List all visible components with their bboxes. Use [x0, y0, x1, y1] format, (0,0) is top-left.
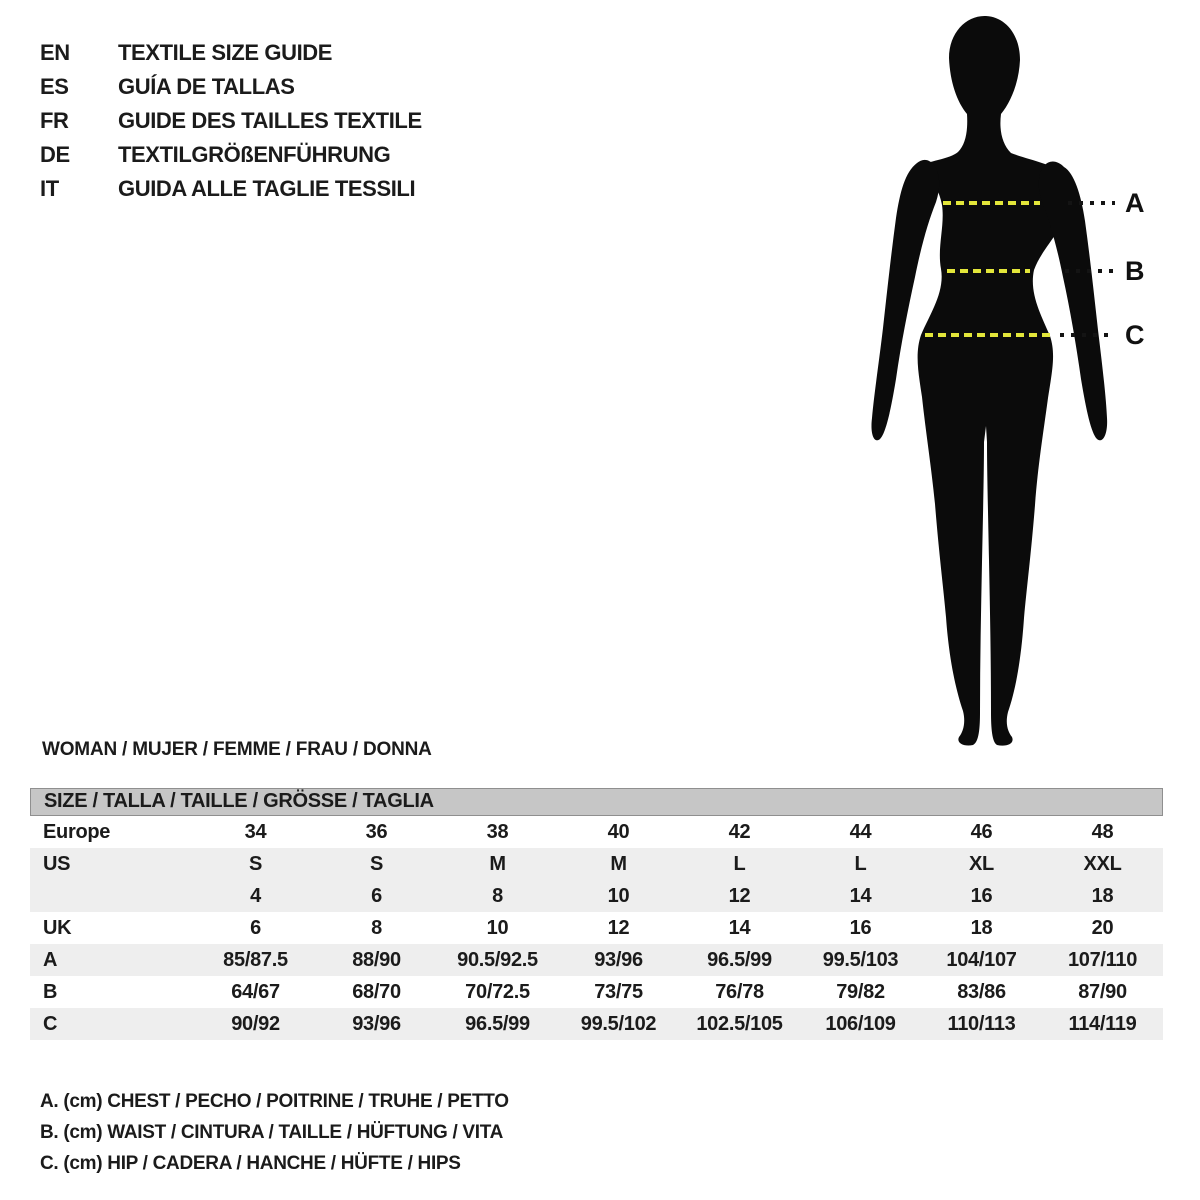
language-code: IT	[40, 176, 59, 201]
table-row-europe	[30, 816, 1163, 848]
table-row-hip-c	[30, 1008, 1163, 1040]
table-cell: 76/78	[715, 981, 764, 1003]
table-cell: 8	[492, 885, 503, 907]
language-title: TEXTILE SIZE GUIDE	[118, 40, 333, 65]
table-cell: 14	[728, 917, 751, 939]
row-label: US	[43, 853, 71, 875]
language-row-de	[40, 138, 422, 172]
table-cell: 90.5/92.5	[457, 949, 538, 971]
table-cell: 38	[486, 821, 509, 843]
language-code: DE	[40, 142, 70, 167]
table-cell: 64/67	[231, 981, 280, 1003]
language-row-fr	[40, 104, 422, 138]
table-cell: 20	[1091, 917, 1114, 939]
table-cell: 99.5/102	[580, 1013, 657, 1035]
silhouette-body	[916, 16, 1071, 746]
table-cell: 34	[244, 821, 267, 843]
table-row-chest-a	[30, 944, 1163, 976]
table-cell: 6	[250, 917, 261, 939]
measure-label-a: A	[1125, 188, 1145, 218]
table-cell: 93/96	[594, 949, 643, 971]
table-cell: 110/113	[947, 1013, 1016, 1035]
table-row-us-numeric	[30, 880, 1163, 912]
language-row-es	[40, 70, 422, 104]
table-cell: L	[733, 853, 746, 875]
table-cell: 42	[728, 821, 751, 843]
measurement-legend	[40, 1086, 509, 1179]
table-cell: 104/107	[946, 949, 1017, 971]
measure-label-c: C	[1125, 320, 1145, 350]
table-cell: 40	[607, 821, 630, 843]
language-title: TEXTILGRÖßENFÜHRUNG	[118, 142, 391, 167]
table-cell: 8	[371, 917, 382, 939]
row-label: UK	[43, 917, 72, 939]
table-cell: 83/86	[957, 981, 1006, 1003]
language-title: GUIDA ALLE TAGLIE TESSILI	[118, 176, 416, 201]
row-label: A	[43, 949, 58, 971]
language-row-en	[40, 36, 422, 70]
language-code: ES	[40, 74, 69, 99]
table-cell: 96.5/99	[465, 1013, 530, 1035]
table-row-uk	[30, 912, 1163, 944]
table-cell: 10	[486, 917, 509, 939]
row-label: Europe	[43, 821, 111, 843]
table-cell: 6	[371, 885, 382, 907]
table-cell: S	[248, 853, 263, 875]
table-cell: M	[610, 853, 627, 875]
table-cell: 36	[365, 821, 388, 843]
table-cell: 12	[728, 885, 751, 907]
table-cell: 106/109	[825, 1013, 896, 1035]
table-row-us	[30, 848, 1163, 880]
language-title-list	[40, 36, 422, 206]
language-row-it	[40, 172, 422, 206]
row-label	[30, 880, 195, 912]
table-cell: 114/119	[1068, 1013, 1137, 1035]
table-cell: 16	[849, 917, 872, 939]
table-cell: 46	[970, 821, 993, 843]
table-cell: 4	[250, 885, 261, 907]
table-cell: 96.5/99	[707, 949, 772, 971]
row-label: C	[43, 1013, 58, 1035]
table-cell: 70/72.5	[465, 981, 530, 1003]
table-cell: 14	[849, 885, 872, 907]
language-code: FR	[40, 108, 69, 133]
table-cell: 10	[607, 885, 630, 907]
language-code: EN	[40, 40, 70, 65]
size-table	[30, 788, 1163, 1040]
table-cell: 99.5/103	[822, 949, 899, 971]
row-label: B	[43, 981, 58, 1003]
table-cell: L	[854, 853, 867, 875]
legend-line-chest: A. (cm) CHEST / PECHO / POITRINE / TRUHE / PETTO	[40, 1091, 509, 1112]
table-cell: 16	[970, 885, 993, 907]
table-cell: 18	[1091, 885, 1114, 907]
table-cell: 93/96	[352, 1013, 401, 1035]
size-table-header: SIZE / TALLA / TAILLE / GRÖSSE / TAGLIA	[30, 788, 1163, 816]
table-cell: M	[489, 853, 506, 875]
table-cell: 73/75	[594, 981, 643, 1003]
legend-line-waist: B. (cm) WAIST / CINTURA / TAILLE / HÜFTUNG / VITA	[40, 1122, 504, 1143]
language-title: GUIDE DES TAILLES TEXTILE	[118, 108, 422, 133]
table-cell: 44	[849, 821, 872, 843]
legend-line-hip: C. (cm) HIP / CADERA / HANCHE / HÜFTE / HIPS	[40, 1153, 461, 1174]
table-cell: 68/70	[352, 981, 401, 1003]
woman-silhouette	[845, 10, 1175, 752]
table-cell: 87/90	[1078, 981, 1127, 1003]
table-cell: 102.5/105	[696, 1013, 783, 1035]
measurement-figure	[845, 10, 1185, 752]
table-row-waist-b	[30, 976, 1163, 1008]
language-title: GUÍA DE TALLAS	[118, 74, 295, 99]
table-cell: 85/87.5	[223, 949, 288, 971]
gender-heading: WOMAN / MUJER / FEMME / FRAU / DONNA	[42, 739, 432, 760]
table-cell: 88/90	[352, 949, 401, 971]
measure-label-b: B	[1125, 256, 1145, 286]
table-cell: 18	[970, 917, 993, 939]
table-cell: 79/82	[836, 981, 885, 1003]
table-cell: XL	[969, 853, 994, 875]
table-cell: 12	[607, 917, 630, 939]
table-cell: XXL	[1083, 853, 1122, 875]
table-cell: 107/110	[1067, 949, 1138, 971]
table-cell: 48	[1091, 821, 1114, 843]
table-cell: S	[369, 853, 384, 875]
silhouette-right-arm	[1039, 162, 1107, 441]
table-cell: 90/92	[231, 1013, 280, 1035]
